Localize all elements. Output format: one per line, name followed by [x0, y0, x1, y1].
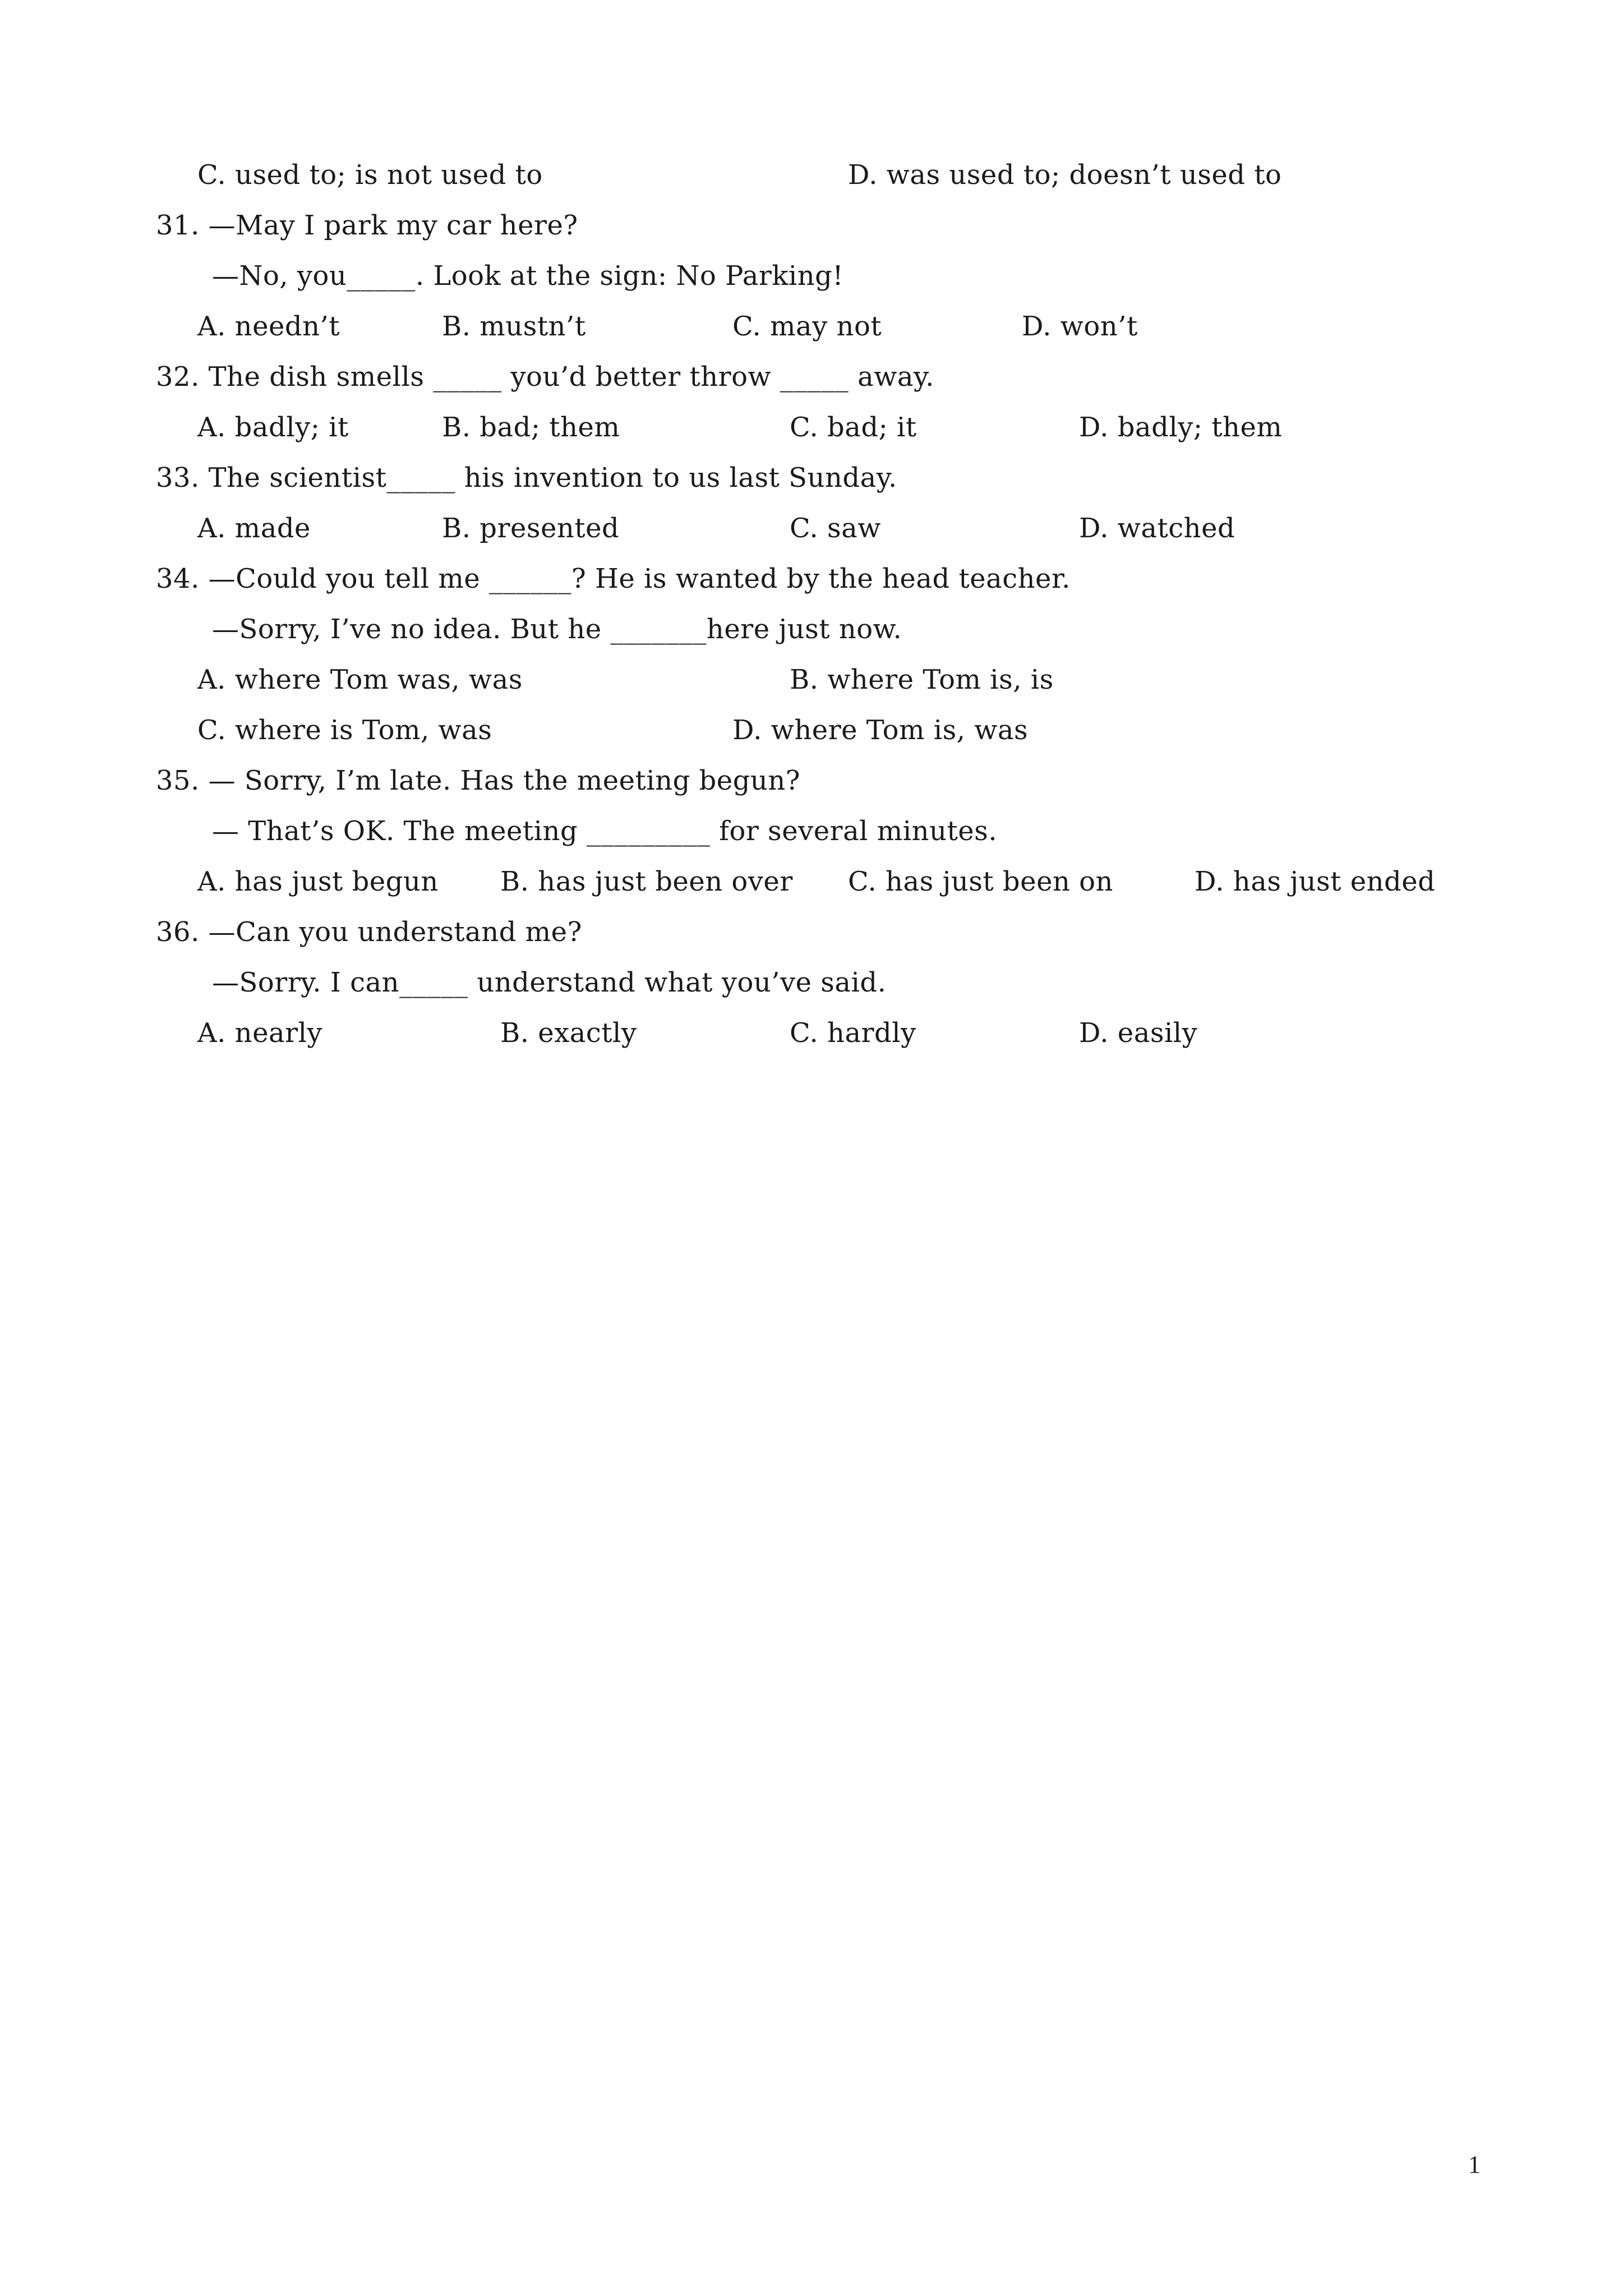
q32-option-b: B. bad; them [442, 412, 620, 443]
q35-option-a: A. has just begun [197, 866, 439, 897]
q36-option-d: D. easily [1079, 1017, 1198, 1049]
q31-stem: 31. —May I park my car here? [156, 210, 578, 241]
q31-option-a: A. needn’t [197, 311, 340, 342]
q35-stem: 35. — Sorry, I’m late. Has the meeting begun? [156, 765, 800, 796]
q33-option-b: B. presented [442, 513, 620, 544]
q32-option-c: C. bad; it [790, 412, 917, 443]
q32-stem: 32. The dish smells _____ you’d better throw _____ away. [156, 361, 934, 393]
q34-option-d: D. where Tom is, was [732, 714, 1029, 746]
q35-reply: — That’s OK. The meeting _________ for several minutes. [212, 815, 998, 847]
q36-option-c: C. hardly [790, 1017, 916, 1049]
q35-option-c: C. has just been on [848, 866, 1113, 897]
q31-option-c: C. may not [732, 311, 882, 342]
q36-reply: —Sorry. I can_____ understand what you’ve said. [212, 967, 887, 998]
q31-option-b: B. mustn’t [442, 311, 586, 342]
q36-option-b: B. exactly [500, 1017, 637, 1049]
q34-option-a: A. where Tom was, was [197, 664, 523, 695]
q33-option-c: C. saw [790, 513, 881, 544]
q34-reply: —Sorry, I’ve no idea. But he _______here just now. [212, 614, 902, 645]
q30-option-d: D. was used to; doesn’t used to [848, 159, 1282, 191]
q35-option-b: B. has just been over [500, 866, 793, 897]
q36-stem: 36. —Can you understand me? [156, 916, 582, 948]
q30-option-c: C. used to; is not used to [197, 159, 543, 191]
q34-option-b: B. where Tom is, is [790, 664, 1054, 695]
q36-option-a: A. nearly [197, 1017, 323, 1049]
q32-option-d: D. badly; them [1079, 412, 1283, 443]
q31-reply: —No, you_____. Look at the sign: No Parking! [212, 260, 844, 292]
q33-option-a: A. made [197, 513, 311, 544]
q35-option-d: D. has just ended [1195, 866, 1436, 897]
q34-stem: 34. —Could you tell me ______? He is wanted by the head teacher. [156, 563, 1071, 594]
q33-option-d: D. watched [1079, 513, 1235, 544]
q33-stem: 33. The scientist_____ his invention to us last Sunday. [156, 462, 897, 494]
page-number: 1 [1468, 2151, 1481, 2178]
q32-option-a: A. badly; it [197, 412, 349, 443]
q31-option-d: D. won’t [1022, 311, 1138, 342]
q34-option-c: C. where is Tom, was [197, 714, 492, 746]
